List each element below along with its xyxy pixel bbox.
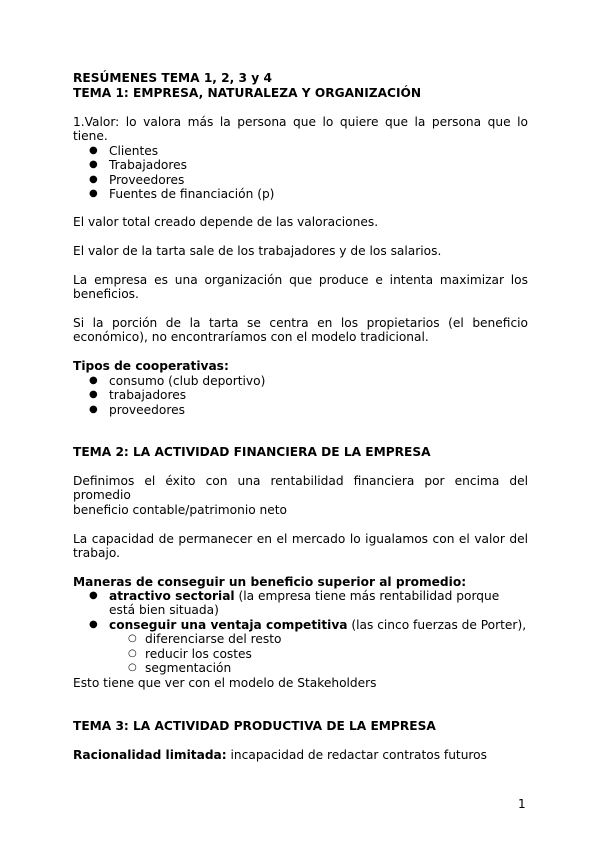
list-item: ● Proveedores: [89, 172, 185, 187]
paragraph: El valor de la tarta sale de los trabajadores y de los salarios.: [73, 244, 442, 258]
cooperativas-heading: Tipos de cooperativas:: [73, 359, 229, 373]
paragraph: La empresa es una organización que produce e intenta maximizar los beneficios.: [73, 273, 528, 302]
list-item: ● proveedores: [89, 402, 185, 417]
circle-bullet-icon: ○: [128, 633, 137, 645]
paragraph: Definimos el éxito con una rentabilidad financiera por encima del promedio: [73, 474, 528, 503]
valor-list: [73, 144, 528, 202]
paragraph: beneficio contable/patrimonio neto: [73, 503, 288, 517]
maneras-heading: Maneras de conseguir un beneficio superior al promedio:: [73, 575, 467, 589]
paragraph: La capacidad de permanecer en el mercado lo igualamos con el valor del trabajo.: [73, 532, 528, 561]
list-item: ● consumo (club deportivo): [89, 374, 266, 388]
bullet-icon: ●: [89, 145, 98, 156]
bullet-icon: ●: [89, 403, 98, 415]
circle-bullet-icon: ○: [128, 647, 137, 659]
paragraph: Esto tiene que ver con el modelo de Stakeholders: [73, 676, 377, 690]
maneras-list: [73, 589, 528, 675]
bullet-icon: ●: [89, 618, 98, 630]
paragraph: Racionalidad limitada: incapacidad de redactar contratos futuros: [73, 748, 487, 762]
list-item: ● Trabajadores: [89, 158, 187, 173]
list-item: ● Fuentes de financiación (p): [89, 187, 275, 202]
bullet-icon: ●: [89, 389, 98, 401]
tema3-heading: TEMA 3: LA ACTIVIDAD PRODUCTIVA DE LA EMPRESA: [73, 719, 436, 733]
valor-paragraph: 1.Valor: lo valora más la persona que lo quiere que la persona que lo tiene.: [73, 115, 528, 144]
list-item: ● trabajadores: [89, 388, 187, 403]
circle-bullet-icon: ○: [128, 662, 137, 674]
list-item: ● atractivo sectorial (la empresa tiene más rentabilidad porque está bien situada): [89, 589, 500, 618]
list-item: ○ diferenciarse del resto: [128, 632, 282, 647]
paragraph: El valor total creado depende de las valoraciones.: [73, 215, 379, 229]
list-item: ○ segmentación: [128, 661, 232, 676]
bullet-icon: ●: [89, 188, 98, 200]
list-item: ○ reducir los costes: [128, 646, 252, 661]
bullet-icon: ●: [89, 173, 98, 185]
paragraph: Si la porción de la tarta se centra en los propietarios (el beneficio económico), no encontraríamos con el modelo tradicional.: [73, 316, 528, 345]
list-item: ● conseguir una ventaja competitiva (las cinco fuerzas de Porter),: [89, 617, 527, 632]
page-number: 1: [518, 797, 526, 811]
bullet-icon: ●: [89, 375, 98, 386]
tema2-heading: TEMA 2: LA ACTIVIDAD FINANCIERA DE LA EMPRESA: [73, 445, 431, 459]
document-title: RESÚMENES TEMA 1, 2, 3 y 4: [73, 71, 272, 85]
cooperativas-list: [73, 374, 528, 417]
list-item: ● Clientes: [89, 144, 159, 158]
tema1-heading: TEMA 1: EMPRESA, NATURALEZA Y ORGANIZACIÓN: [73, 86, 422, 100]
bullet-icon: ●: [89, 590, 98, 601]
bullet-icon: ●: [89, 159, 98, 171]
